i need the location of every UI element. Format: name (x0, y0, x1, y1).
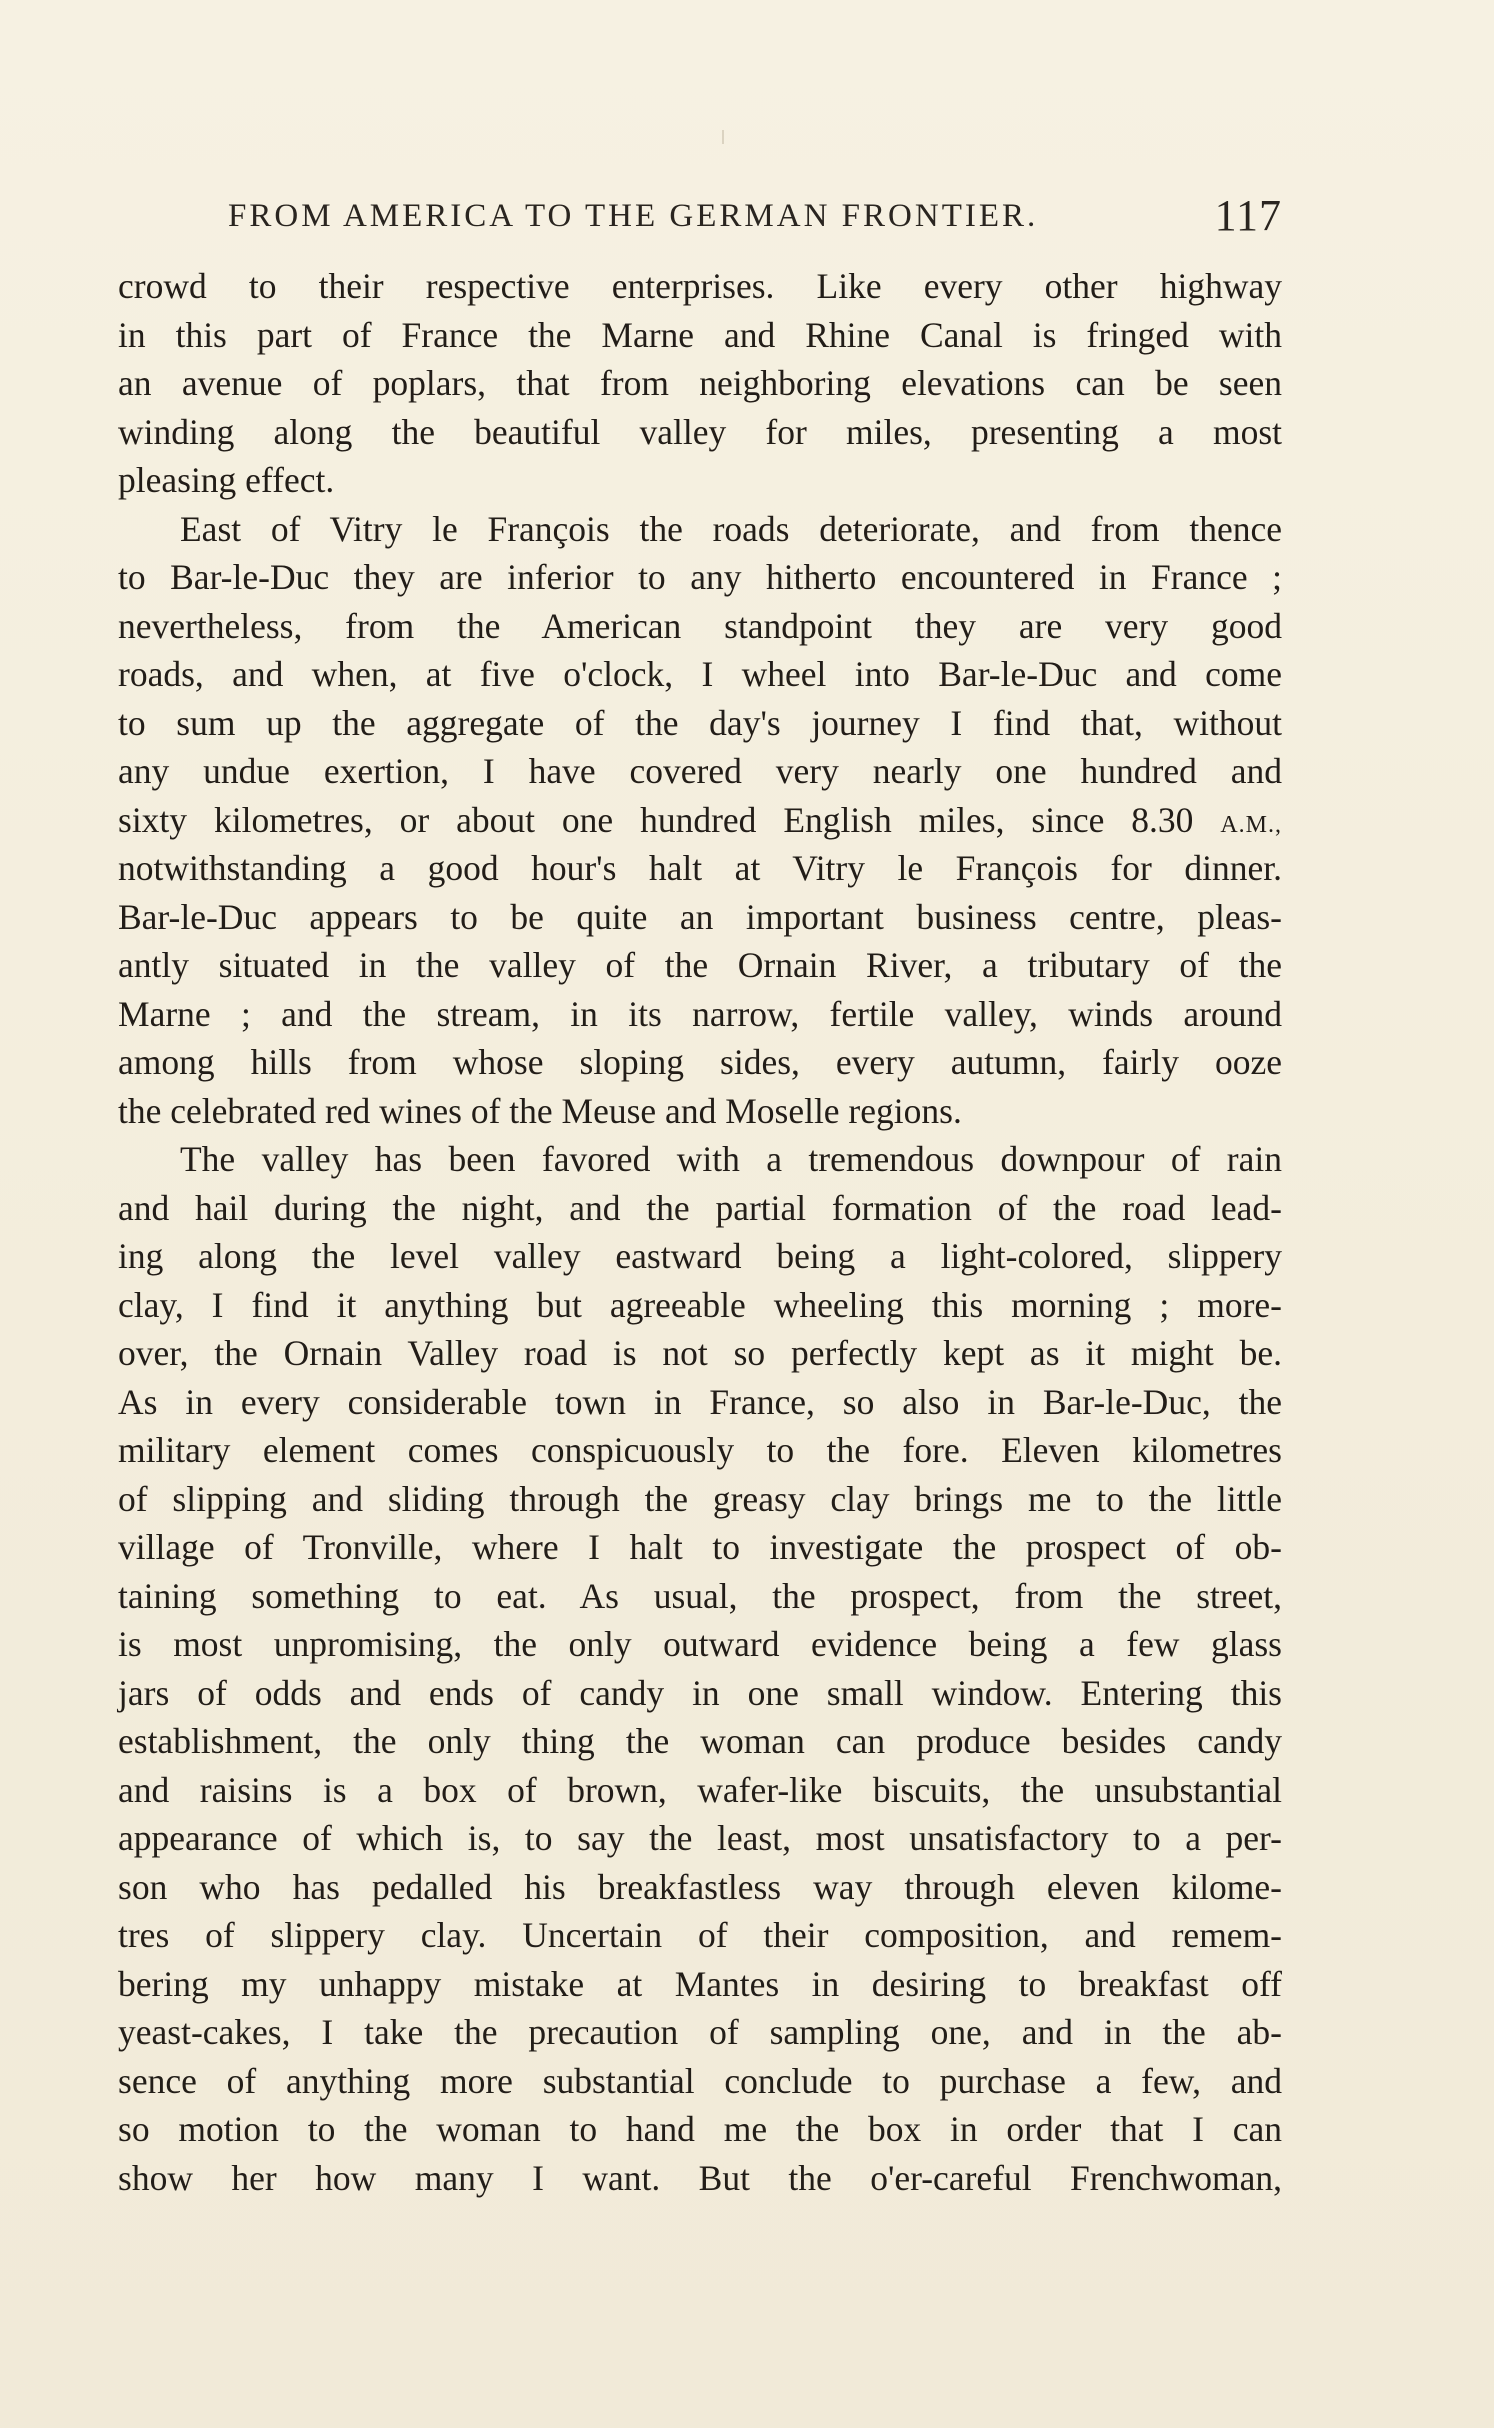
paragraph-start-line: East of Vitry le François the roads deteriorate, and from thence (180, 508, 1282, 549)
text-line: antly situated in the valley of the Ornain River, a tributary of the (118, 945, 1282, 985)
text-line: any undue exertion, I have covered very nearly one hundred and (118, 751, 1282, 791)
text-line: the celebrated red wines of the Meuse and Moselle regions. (118, 1090, 962, 1131)
text-line: among hills from whose sloping sides, every autumn, fairly ooze (118, 1042, 1282, 1082)
text-line: tres of slippery clay. Uncertain of their composition, and remem- (118, 1915, 1282, 1955)
text-line: son who has pedalled his breakfastless way through eleven kilome- (118, 1866, 1282, 1907)
running-head: FROM AMERICA TO THE GERMAN FRONTIER. (228, 198, 1039, 234)
text-line: sence of anything more substantial conclude to purchase a few, and (118, 2060, 1282, 2101)
text-line: clay, I find it anything but agreeable wheeling this morning ; more- (118, 1284, 1282, 1325)
text-line: Marne ; and the stream, in its narrow, fertile valley, winds around (118, 993, 1282, 1034)
page-number: 117 (1214, 191, 1282, 240)
text-line: yeast-cakes, I take the precaution of sampling one, and in the ab- (118, 2012, 1282, 2052)
text-line (118, 796, 1282, 845)
page-blemish (722, 130, 724, 144)
text-line: an avenue of poplars, that from neighboring elevations can be seen (118, 363, 1282, 403)
page-header (120, 190, 1282, 250)
text-line: ing along the level valley eastward being a light-colored, slippery (118, 1236, 1282, 1276)
time-abbreviation: A.M., (1220, 811, 1282, 838)
text-line: jars of odds and ends of candy in one small window. Entering this (118, 1672, 1282, 1713)
text-line: over, the Ornain Valley road is not so perfectly kept as it might be. (118, 1333, 1282, 1373)
text-line: of slipping and sliding through the greasy clay brings me to the little (118, 1478, 1282, 1519)
text-line-segment: sixty kilometres, or about one hundred English miles, since 8.30 (118, 799, 1194, 840)
text-line: nevertheless, from the American standpoint they are very good (118, 605, 1282, 646)
paragraph-start-line: The valley has been favored with a tremendous downpour of rain (180, 1139, 1282, 1179)
text-line: to Bar-le-Duc they are inferior to any hitherto encountered in France ; (118, 557, 1282, 597)
text-line: taining something to eat. As usual, the prospect, from the street, (118, 1575, 1282, 1616)
text-line: bering my unhappy mistake at Mantes in desiring to breakfast off (118, 1963, 1282, 2004)
text-line: As in every considerable town in France, so also in Bar-le-Duc, the (118, 1381, 1282, 1422)
text-line: winding along the beautiful valley for miles, presenting a most (118, 411, 1282, 452)
text-line: appearance of which is, to say the least, most unsatisfactory to a per- (118, 1818, 1282, 1858)
text-line: notwithstanding a good hour's halt at Vitry le François for dinner. (118, 848, 1282, 888)
text-line: and raisins is a box of brown, wafer-like biscuits, the unsubstantial (118, 1769, 1282, 1810)
text-line: and hail during the night, and the partial formation of the road lead- (118, 1187, 1282, 1228)
text-line: so motion to the woman to hand me the box in order that I can (118, 2109, 1282, 2149)
body-text (118, 262, 1282, 2202)
text-line: village of Tronville, where I halt to investigate the prospect of ob- (118, 1527, 1282, 1567)
text-line: to sum up the aggregate of the day's journey I find that, without (118, 702, 1282, 743)
text-line: pleasing effect. (118, 460, 335, 500)
text-line: crowd to their respective enterprises. Like every other highway (118, 266, 1282, 306)
text-line: show her how many I want. But the o'er-careful Frenchwoman, (118, 2157, 1282, 2198)
text-line: in this part of France the Marne and Rhine Canal is fringed with (118, 314, 1282, 355)
text-line: military element comes conspicuously to the fore. Eleven kilometres (118, 1430, 1282, 1470)
text-line: is most unpromising, the only outward evidence being a few glass (118, 1624, 1282, 1664)
text-line: roads, and when, at five o'clock, I wheel into Bar-le-Duc and come (118, 654, 1282, 694)
text-line: establishment, the only thing the woman can produce besides candy (118, 1721, 1282, 1761)
text-line: Bar-le-Duc appears to be quite an important business centre, pleas- (118, 896, 1282, 937)
